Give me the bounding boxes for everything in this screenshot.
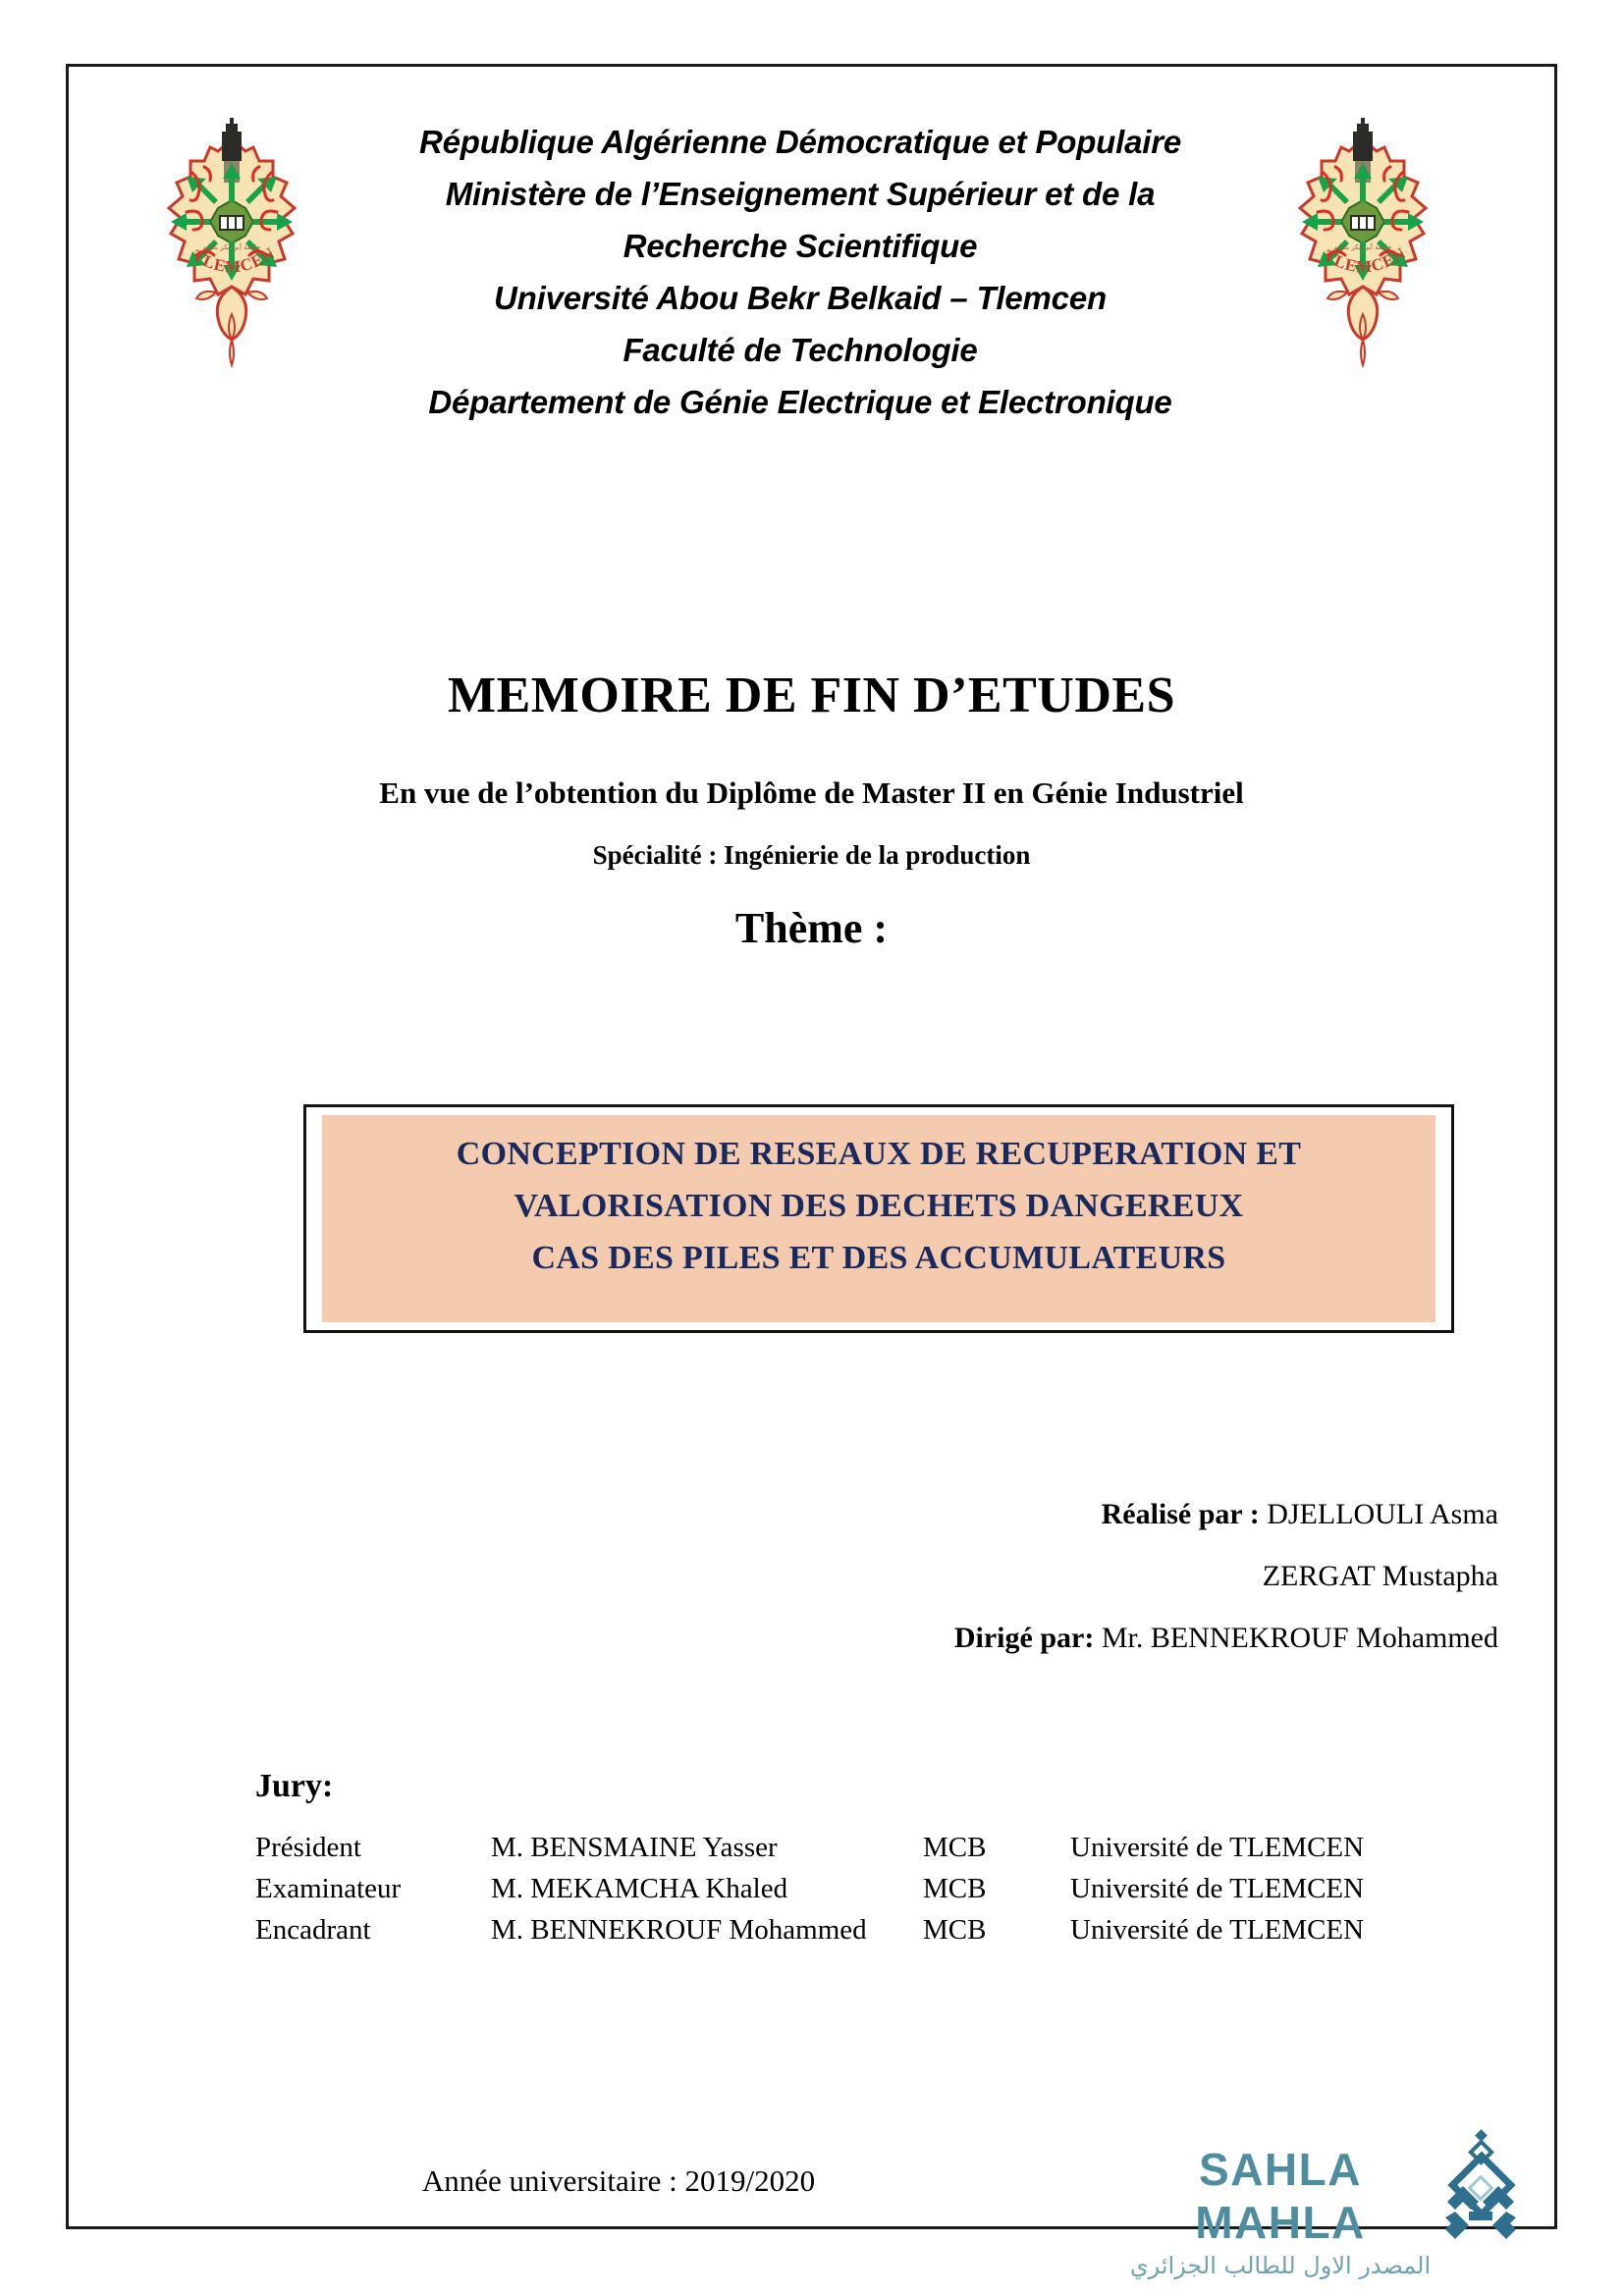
institution-line-5: Faculté de Technologie bbox=[623, 332, 978, 368]
jury-grade-1: MCB bbox=[923, 1832, 987, 1863]
institution-line-2: Ministère de l’Enseignement Supérieur et de la bbox=[445, 176, 1156, 212]
header-section bbox=[69, 67, 1554, 420]
svg-text:جامعة أبي بكر بلقايد: جامعة أبي بكر بلقايد bbox=[202, 243, 261, 251]
jury-section bbox=[255, 1768, 1364, 1950]
jury-grade-2: MCB bbox=[923, 1873, 987, 1904]
dirige-par-label: Dirigé par: bbox=[953, 1622, 1095, 1654]
author-name-1: DJELLOULI Asma bbox=[1267, 1498, 1498, 1530]
svg-text:جامعة أبي بكر بلقايد: جامعة أبي بكر بلقايد bbox=[1333, 243, 1392, 251]
jury-univ-2: Université de TLEMCEN bbox=[1070, 1873, 1365, 1904]
sahla-mahla-watermark bbox=[1113, 2143, 1526, 2279]
institution-line-4: Université Abou Bekr Belkaid – Tlemcen bbox=[494, 280, 1107, 316]
page-border-frame bbox=[66, 64, 1557, 2229]
sahla-mahla-diamond-icon bbox=[1426, 2129, 1536, 2249]
jury-name-1: M. BENSMAINE Yasser bbox=[491, 1832, 778, 1863]
jury-univ-1: Université de TLEMCEN bbox=[1070, 1832, 1365, 1863]
jury-role-1: Président bbox=[255, 1832, 361, 1863]
jury-role-2: Examinateur bbox=[255, 1873, 402, 1904]
theme-line-1: CONCEPTION DE RESEAUX DE RECUPERATION ET bbox=[456, 1136, 1302, 1172]
degree-speciality: Spécialité : Ingénierie de la production bbox=[592, 840, 1031, 871]
theme-label: Thème : bbox=[734, 904, 889, 953]
table-row bbox=[255, 1868, 1364, 1909]
jury-name-2: M. MEKAMCHA Khaled bbox=[491, 1873, 788, 1904]
page-title: MEMOIRE DE FIN D’ETUDES bbox=[448, 667, 1175, 723]
jury-grade-3: MCB bbox=[923, 1914, 987, 1946]
theme-line-2: VALORISATION DES DECHETS DANGEREUX bbox=[514, 1188, 1244, 1224]
academic-year: Année universitaire : 2019/2020 bbox=[421, 2163, 816, 2198]
degree-section bbox=[69, 666, 1554, 953]
institution-header-text bbox=[349, 116, 1252, 428]
institution-line-3: Recherche Scientifique bbox=[623, 228, 978, 264]
svg-text:TLEMCEN: TLEMCEN bbox=[189, 243, 279, 277]
theme-title-inner bbox=[322, 1115, 1435, 1322]
jury-univ-3: Université de TLEMCEN bbox=[1070, 1914, 1365, 1946]
institution-line-6: Département de Génie Electrique et Electronique bbox=[428, 384, 1172, 420]
supervisor-name: Mr. BENNEKROUF Mohammed bbox=[1101, 1622, 1498, 1654]
degree-subtitle: En vue de l’obtention du Diplôme de Master II en Génie Industriel bbox=[379, 775, 1244, 811]
theme-title-box bbox=[303, 1104, 1454, 1333]
institution-line-1: République Algérienne Démocratique et Populaire bbox=[418, 124, 1182, 160]
realise-par-label: Réalisé par : bbox=[1101, 1498, 1260, 1530]
university-crest-right-icon bbox=[1274, 118, 1451, 393]
table-row bbox=[255, 1827, 1364, 1868]
sahla-mahla-text bbox=[1113, 2143, 1447, 2282]
jury-table bbox=[255, 1827, 1364, 1950]
author-row-2 bbox=[69, 1545, 1498, 1607]
jury-role-3: Encadrant bbox=[255, 1914, 371, 1946]
jury-title: Jury: bbox=[255, 1768, 334, 1804]
table-row bbox=[255, 1909, 1364, 1950]
authors-section bbox=[69, 1483, 1498, 1669]
sahla-mahla-name: SAHLA MAHLA bbox=[1195, 2144, 1366, 2248]
university-crest-left-icon bbox=[143, 118, 320, 393]
author-row-1 bbox=[69, 1483, 1498, 1545]
sahla-mahla-tagline: المصدر الاول للطالب الجزائري bbox=[1129, 2252, 1432, 2279]
svg-text:TLEMCEN: TLEMCEN bbox=[1320, 243, 1410, 277]
theme-line-3: CAS DES PILES ET DES ACCUMULATEURS bbox=[531, 1240, 1226, 1276]
supervisor-row bbox=[69, 1607, 1498, 1669]
jury-name-3: M. BENNEKROUF Mohammed bbox=[491, 1914, 867, 1946]
author-name-2: ZERGAT Mustapha bbox=[1262, 1560, 1498, 1592]
